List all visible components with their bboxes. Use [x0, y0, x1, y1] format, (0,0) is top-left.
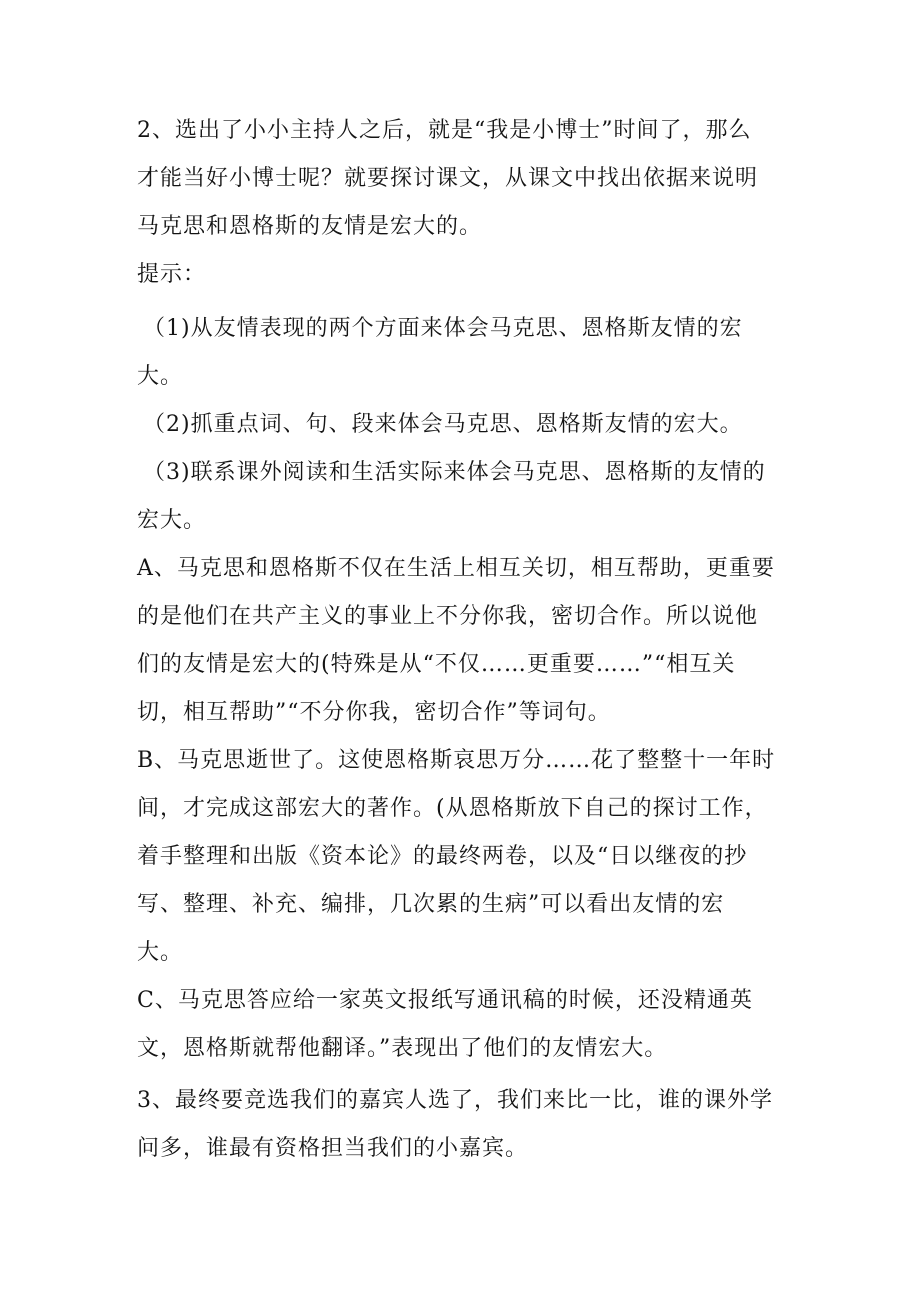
text-line: （2)抓重点词、句、段来体会马克思、恩格斯友情的宏大。	[143, 412, 743, 437]
text-line: 大。	[137, 364, 184, 389]
text-line: B、马克思逝世了。这使恩格斯哀思万分……花了整整十一年时	[137, 748, 776, 773]
text-line: C、马克思答应给一家英文报纸写通讯稿的时候，还没精通英	[137, 988, 753, 1013]
text-line: 着手整理和出版《资本论》的最终两卷，以及“日以继夜的抄	[137, 844, 748, 869]
text-line: A、马克思和恩格斯不仅在生活上相互关切，相互帮助，更重要	[137, 556, 775, 581]
text-line: 提示：	[137, 262, 207, 287]
text-line: 们的友情是宏大的(特殊是从“不仅……更重要……”“相互关	[137, 652, 736, 677]
text-line: （1)从友情表现的两个方面来体会马克思、恩格斯友情的宏	[143, 316, 743, 341]
text-line: 马克思和恩格斯的友情是宏大的。	[137, 214, 483, 239]
text-line: 间，才完成这部宏大的著作。(从恩格斯放下自己的探讨工作，	[137, 796, 768, 821]
text-line: 文，恩格斯就帮他翻译。”表现出了他们的友情宏大。	[137, 1036, 668, 1061]
text-line: 2、选出了小小主持人之后，就是“我是小博士”时间了，那么	[137, 118, 752, 143]
text-line: 大。	[137, 940, 184, 965]
text-line: （3)联系课外阅读和生活实际来体会马克思、恩格斯的友情的	[143, 460, 766, 485]
text-line: 宏大。	[137, 508, 207, 533]
text-line: 才能当好小博士呢？就要探讨课文，从课文中找出依据来说明	[137, 166, 759, 191]
text-line: 的是他们在共产主义的事业上不分你我，密切合作。所以说他	[137, 604, 759, 629]
text-line: 写、整理、补充、编排，几次累的生病”可以看出友情的宏	[137, 892, 725, 917]
text-line: 切，相互帮助”“不分你我，密切合作”等词句。	[137, 700, 611, 725]
text-line: 问多，谁最有资格担当我们的小嘉宾。	[137, 1136, 529, 1161]
text-line: 3、最终要竞选我们的嘉宾人选了，我们来比一比，谁的课外学	[137, 1088, 773, 1113]
